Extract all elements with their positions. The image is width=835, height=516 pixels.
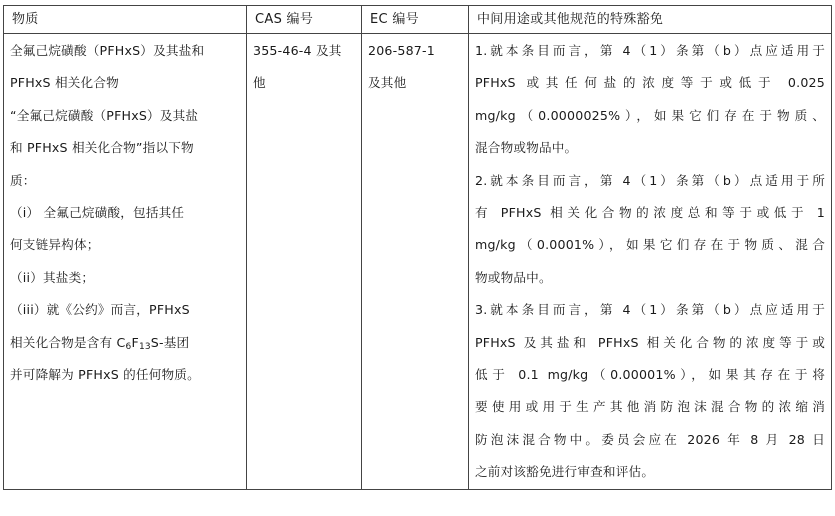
substance-line: 和 PFHxS 相关化合物”指以下物 <box>10 140 194 156</box>
exemption-line: 3.就本条目而言，第 4（1）条第（b）点应适用于 <box>475 302 825 318</box>
regulation-table-container <box>3 5 831 490</box>
header-exemption: 中间用途或其他规范的特殊豁免 <box>469 6 832 34</box>
substance-line: （ii）其盐类； <box>10 269 95 285</box>
exemption-line: 2.就本条目而言，第 4（1）条第（b）点适用于所 <box>475 172 825 188</box>
exemption-line: 低于 0.1 mg/kg（0.00001%），如果其存在于将 <box>475 367 825 383</box>
formula-prefix: 相关化合物是含有 C <box>10 334 126 350</box>
substance-line: （i） 全氟己烷磺酸，包括其任 <box>10 205 185 221</box>
cell-substance <box>4 34 247 490</box>
exemption-line: 混合物或物品中。 <box>475 140 578 156</box>
exemption-line: 物或物品中。 <box>475 269 552 285</box>
cell-exemption <box>469 34 832 490</box>
exemption-line: PFHxS 及其盐和 PFHxS 相关化合物的浓度等于或 <box>475 334 825 350</box>
cas-line: 355-46-4 及其 <box>253 43 342 58</box>
substance-line: “全氟己烷磺酸（PFHxS）及其盐 <box>10 107 199 123</box>
cell-cas-number <box>247 34 362 490</box>
substance-line: PFHxS 相关化合物 <box>10 75 119 91</box>
ec-line: 206-587-1 <box>368 43 435 58</box>
exemption-line: 有 PFHxS 相关化合物的浓度总和等于或低于 1 <box>475 205 825 221</box>
substance-line: 质： <box>10 172 36 188</box>
header-substance: 物质 <box>4 6 247 34</box>
exemption-line: 1.就本条目而言，第 4（1）条第（b）点应适用于 <box>475 43 825 58</box>
table-header-row <box>4 6 832 34</box>
substance-line: （iii）就《公约》而言，PFHxS <box>10 302 190 318</box>
exemption-line: mg/kg（0.0001%），如果它们存在于物质、混合 <box>475 237 825 253</box>
exemption-line: 防泡沫混合物中。委员会应在 2026 年 8 月 28 日 <box>475 431 825 447</box>
substance-line: 全氟己烷磺酸（PFHxS）及其盐和 <box>10 43 205 58</box>
header-ec-number: EC 编号 <box>362 6 469 34</box>
exemption-line: PFHxS 或其任何盐的浓度等于或低于 0.025 <box>475 75 825 91</box>
formula-subscript-13: 13 <box>138 341 151 352</box>
exemption-table <box>3 5 832 490</box>
substance-line: 并可降解为 PFHxS 的任何物质。 <box>10 367 200 383</box>
cas-line: 他 <box>253 75 266 91</box>
formula-suffix: S-基团 <box>150 334 190 350</box>
exemption-line: 要使用或用于生产其他消防泡沫混合物的浓缩消 <box>475 399 825 415</box>
exemption-line: 之前对该豁免进行审查和评估。 <box>475 464 655 480</box>
ec-line: 及其他 <box>368 75 407 91</box>
substance-formula-line <box>10 327 240 359</box>
cell-ec-number <box>362 34 469 490</box>
substance-line: 何支链异构体； <box>10 237 100 253</box>
formula-subscript-6: 6 <box>125 341 132 352</box>
exemption-line: mg/kg（0.0000025%），如果它们存在于物质、 <box>475 107 825 123</box>
formula-fluorine: F <box>131 334 139 350</box>
header-cas-number: CAS 编号 <box>247 6 362 34</box>
table-row <box>4 34 832 490</box>
